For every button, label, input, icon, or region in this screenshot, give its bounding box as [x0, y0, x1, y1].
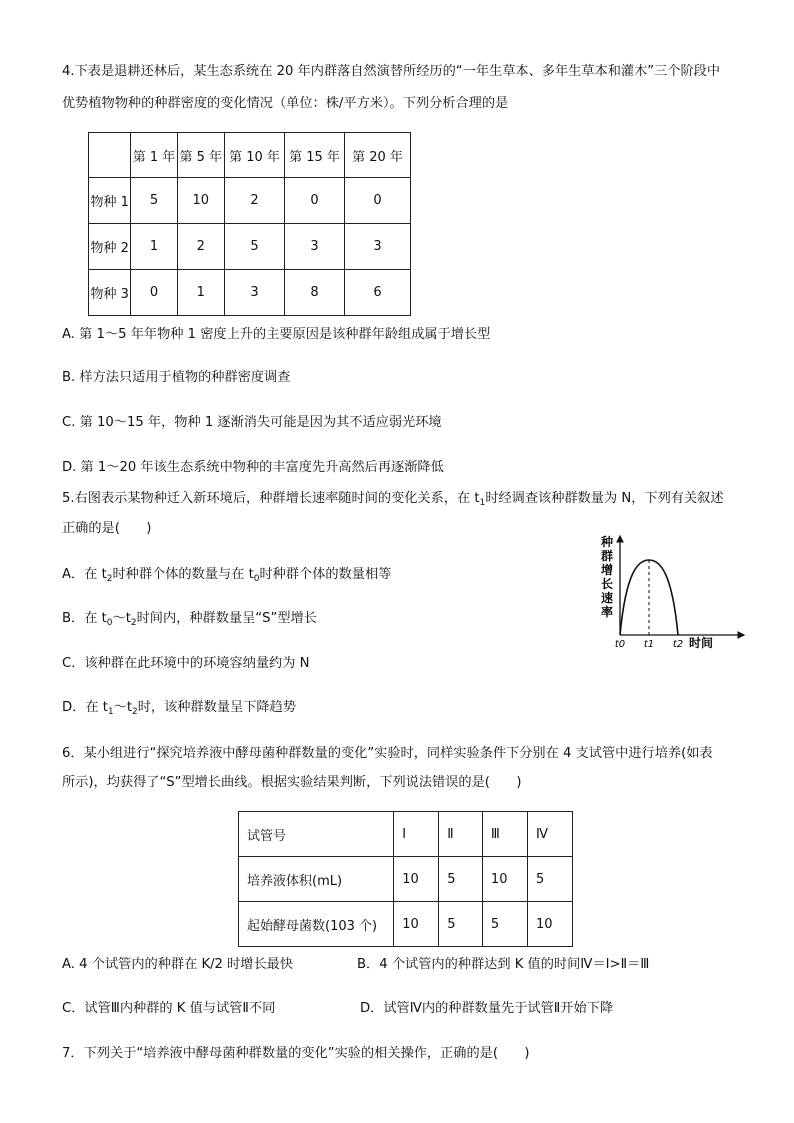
q5-option-a	[62, 566, 391, 584]
q4-table-cell: 1	[131, 224, 177, 270]
q4-table-cell: 10	[177, 178, 224, 224]
q6-table	[238, 811, 573, 947]
q7-stem: 7．下列关于“培养液中酵母菌种群数量的变化”实验的相关操作，正确的是( )	[62, 1046, 530, 1061]
q5-stem-line1-b: 时经调查该种群数量为 N，下列有关叙述	[485, 491, 724, 506]
ylabel-char: 群	[600, 549, 614, 563]
q6-table-cell: 10	[482, 857, 527, 902]
q6-table-header: Ⅲ	[482, 812, 527, 857]
q4-table-cell: 5	[131, 178, 177, 224]
q6-table-cell: 5	[527, 857, 572, 902]
q6-table-cell: 10	[394, 902, 439, 947]
tick-t1: t1	[643, 639, 655, 650]
q5-stem-line1	[62, 490, 724, 508]
q6-table-header: Ⅱ	[439, 812, 483, 857]
q5-option-d-sub: 1	[107, 707, 114, 717]
q4-option-c: C. 第 10～15 年，物种 1 逐渐消失可能是因为其不适应弱光环境	[62, 415, 442, 430]
q4-table-cell: 0	[345, 178, 411, 224]
q5-option-d-part: 时，该种群数量呈下降趋势	[137, 700, 296, 715]
q4-table-cell: 物种 3	[89, 270, 131, 316]
q4-table-cell: 3	[224, 270, 284, 316]
q5-stem-line1-sub: 1	[479, 498, 486, 508]
q4-table-cell: 0	[285, 178, 345, 224]
q6-option-d: D．试管Ⅳ内的种群数量先于试管Ⅱ开始下降	[360, 1001, 614, 1016]
q5-option-d-part: ～t	[113, 700, 132, 715]
q4-table-cell: 0	[131, 270, 177, 316]
q6-stem-line2: 所示)，均获得了“S”型增长曲线。根据实验结果判断，下列说法错误的是( )	[62, 775, 522, 790]
q4-table-cell: 2	[177, 224, 224, 270]
ylabel-char: 增	[600, 563, 614, 577]
q4-table-cell: 6	[345, 270, 411, 316]
q4-table-cell: 5	[224, 224, 284, 270]
q4-table-header: 第 1 年	[131, 133, 177, 178]
q6-table-cell: 10	[394, 857, 439, 902]
q4-table-cell: 8	[285, 270, 345, 316]
q6-table-header: Ⅰ	[394, 812, 439, 857]
q6-table-header: Ⅳ	[527, 812, 572, 857]
q5-option-d-sub: 2	[132, 707, 138, 717]
q5-option-b-part: ～t	[112, 611, 131, 626]
q4-stem-line1: 4.下表是退耕还林后，某生态系统在 20 年内群落自然演替所经历的“一年生草本、多年生草本和灌木”三个阶段中	[62, 64, 721, 79]
q4-table-header: 第 10 年	[224, 133, 284, 178]
q4-stem-line2: 优势植物物种的种群密度的变化情况（单位：株/平方米）。下列分析合理的是	[62, 96, 509, 111]
q4-table-header	[89, 133, 131, 178]
q6-option-b: B．4 个试管内的种群达到 K 值的时间Ⅳ＝Ⅰ>Ⅱ＝Ⅲ	[357, 957, 650, 972]
tick-t0: t0	[614, 639, 626, 650]
q5-stem-line2: 正确的是( )	[62, 521, 152, 536]
q6-option-a: A. 4 个试管内的种群在 K/2 时增长最快	[62, 957, 294, 972]
q4-table-cell: 物种 2	[89, 224, 131, 270]
q6-table-cell: 起始酵母菌数(103 个)	[239, 902, 394, 947]
q4-table-header: 第 5 年	[177, 133, 224, 178]
q6-table-header: 试管号	[239, 812, 394, 857]
q6-table-cell: 5	[439, 857, 483, 902]
q5-option-a-part: 时种群个体的数量相等	[259, 567, 392, 582]
q6-table-cell: 10	[527, 902, 572, 947]
q4-table-cell: 3	[345, 224, 411, 270]
q5-option-a-part: A．在 t	[62, 567, 107, 582]
q5-option-b	[62, 610, 317, 628]
q4-table-cell: 2	[224, 178, 284, 224]
ylabel-char: 种	[600, 535, 614, 549]
q6-table-cell: 培养液体积(mL)	[239, 857, 394, 902]
q4-table-header: 第 20 年	[345, 133, 411, 178]
q6-stem-line1: 6．某小组进行“探究培养液中酵母菌种群数量的变化”实验时，同样实验条件下分别在 4 支试管中进行培养(如表	[62, 746, 713, 761]
q4-table-cell: 物种 1	[89, 178, 131, 224]
q4-table-cell: 3	[285, 224, 345, 270]
q5-option-a-sub: 0	[253, 574, 260, 584]
q5-option-d	[62, 699, 296, 717]
q5-growth-rate-graph	[596, 532, 746, 652]
q6-table-cell: 5	[482, 902, 527, 947]
ylabel-char: 长	[600, 577, 614, 591]
q5-option-b-part: B．在 t	[62, 611, 107, 626]
xlabel: 时间	[689, 636, 714, 650]
q5-option-c: C．该种群在此环境中的环境容纳量约为 N	[62, 656, 310, 671]
q5-option-b-sub: 2	[130, 618, 137, 628]
ylabel-char: 速	[600, 591, 614, 605]
ylabel-char: 率	[600, 605, 614, 619]
q5-stem-line1-a: 5.右图表示某物种迁入新环境后，种群增长速率随时间的变化关系，在 t	[62, 491, 480, 506]
tick-t2: t2	[672, 639, 684, 650]
q6-table-cell: 5	[439, 902, 483, 947]
q4-option-b: B. 样方法只适用于植物的种群密度调查	[62, 370, 291, 385]
q4-table-header: 第 15 年	[285, 133, 345, 178]
q5-option-d-part: D．在 t	[62, 700, 108, 715]
q4-table-cell: 1	[177, 270, 224, 316]
q5-option-b-part: 时间内，种群数量呈“S”型增长	[136, 611, 317, 626]
q4-table	[88, 132, 411, 316]
q5-option-b-sub: 0	[106, 618, 113, 628]
q5-option-a-part: 时种群个体的数量与在 t	[112, 567, 254, 582]
q4-option-d: D. 第 1～20 年该生态系统中物种的丰富度先升高然后再逐渐降低	[62, 460, 444, 475]
q5-option-a-sub: 2	[106, 574, 113, 584]
q6-option-c: C．试管Ⅲ内种群的 K 值与试管Ⅱ不同	[62, 1001, 276, 1016]
q4-option-a: A. 第 1～5 年年物种 1 密度上升的主要原因是该种群年龄组成属于增长型	[62, 327, 491, 342]
